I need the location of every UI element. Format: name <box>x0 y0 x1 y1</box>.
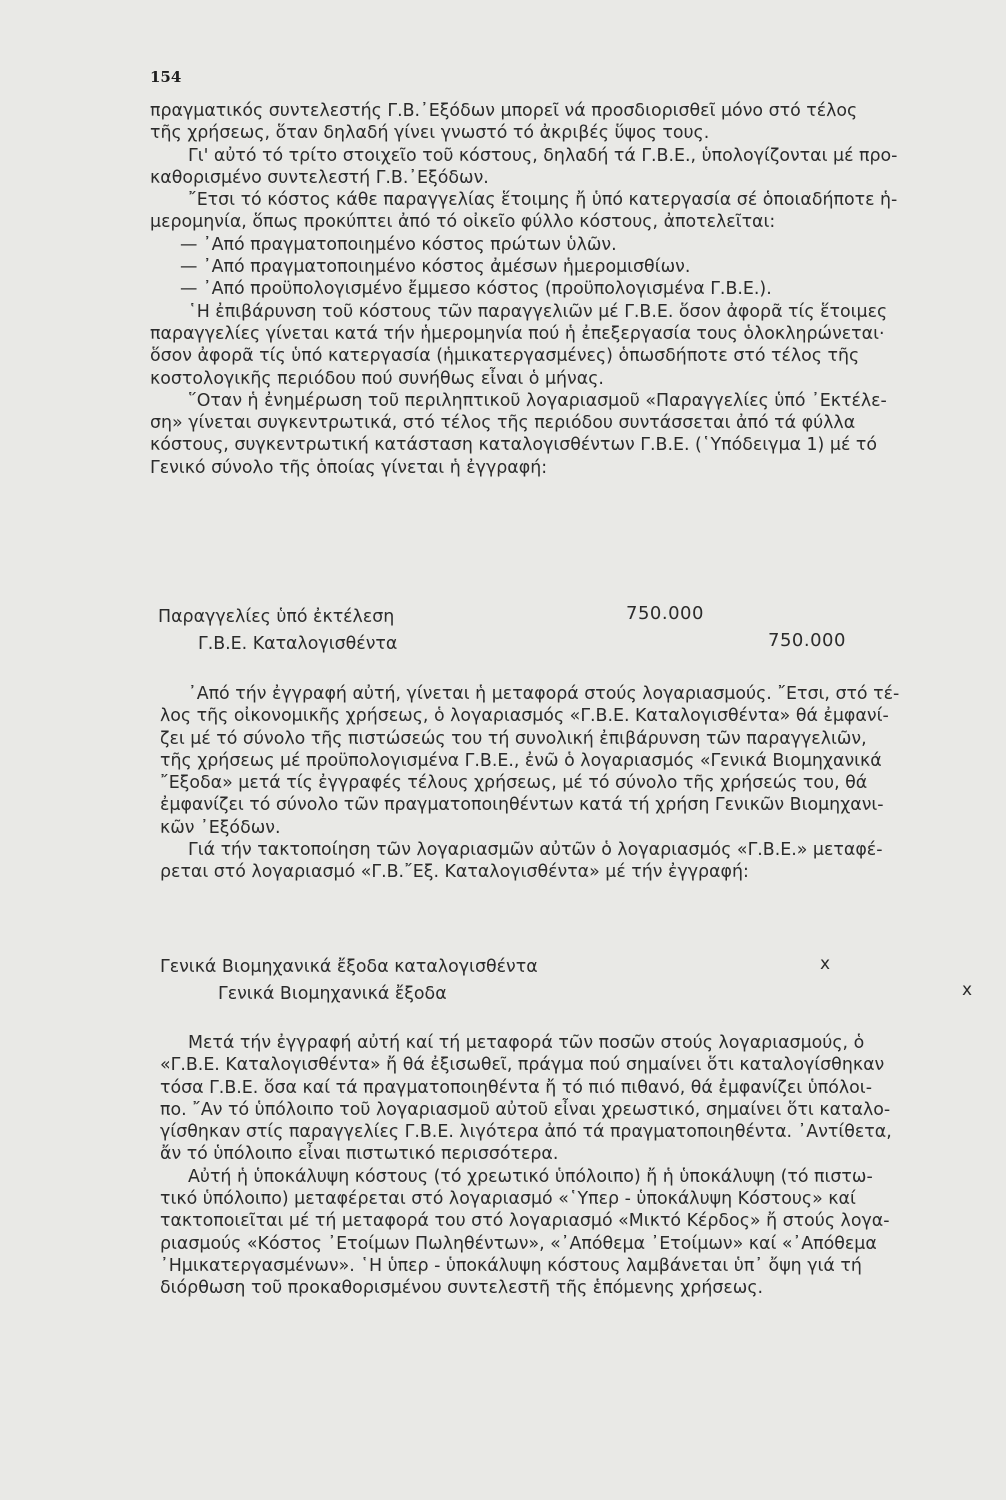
middle-body-text <box>160 683 978 884</box>
text-line: κοστολογικῆς περιόδου πού συνήθως εἶναι ὁ μήνας. <box>150 368 604 389</box>
text-line: Γι' αὐτό τό τρίτο στοιχεῖο τοῦ κόστους, δηλαδή τά Γ.Β.Ε., ὑπολογίζονται μέ προ- <box>188 145 898 166</box>
text-line: ζει μέ τό σύνολο τῆς πιστώσεώς του τή συνολική ἐπιβάρυνση τῶν παραγγελιῶν, <box>160 728 867 749</box>
text-line: γίσθηκαν στίς παραγγελίες Γ.Β.Ε. λιγότερα ἀπό τά πραγματοποιηθέντα. ᾿Αντίθετα, <box>160 1122 892 1143</box>
text-line: ῞Οταν ἡ ἐνημέρωση τοῦ περιληπτικοῦ λογαριασμοῦ «Παραγγελίες ὑπό ᾿Εκτέλε- <box>188 390 887 411</box>
list-item: — ᾿Από προϋπολογισμένο ἔμμεσο κόστος (προϋπολογισμένα Γ.Β.Ε.). <box>180 279 772 300</box>
text-line: τῆς χρήσεως μέ προϋπολογισμένα Γ.Β.Ε., ἐνῶ ὁ λογαριασμός «Γενικά Βιομηχανικά <box>160 750 882 771</box>
text-line: τακτοποιεῖται μέ τή μεταφορά του στό λογαριασμό «Μικτό Κέρδος» ἤ στούς λογα- <box>160 1211 890 1232</box>
text-line: ρεται στό λογαριασμό «Γ.Β.῎Εξ. Καταλογισθέντα» μέ τήν ἐγγραφή: <box>160 862 749 883</box>
page-number: 154 <box>150 68 182 86</box>
text-line: «Γ.Β.Ε. Καταλογισθέντα» ἤ θά ἐξισωθεῖ, πράγμα πού σημαίνει ὅτι καταλογίσθηκαν <box>160 1055 885 1076</box>
text-line: ᾿Ημικατεργασμένων». ῾Η ὑπερ - ὑποκάλυψη κόστους λαμβάνεται ὑπ᾿ ὄψη γιά τή <box>160 1255 862 1276</box>
text-line: ὅσον ἀφορᾶ τίς ὑπό κατεργασία (ἡμικατεργασμένες) ὁπωσδήποτε στό τέλος τῆς <box>150 346 860 367</box>
text-line: ση» γίνεται συγκεντρωτικά, στό τέλος τῆς περιόδου συντάσσεται ἀπό τά φύλλα <box>150 413 856 434</box>
text-line: κῶν ᾿Εξόδων. <box>160 817 281 838</box>
text-line: τικό ὑπόλοιπο) μεταφέρεται στό λογαριασμό «῾Υπερ - ὑποκάλυψη Κόστους» καί <box>160 1189 856 1210</box>
text-line: Μετά τήν ἐγγραφή αὐτή καί τή μεταφορά τῶν ποσῶν στούς λογαριασμούς, ὁ <box>188 1033 865 1053</box>
text-line: Αὐτή ἡ ὑποκάλυψη κόστους (τό χρεωτικό ὑπόλοιπο) ἤ ἡ ὑποκάλυψη (τό πιστω- <box>188 1166 873 1187</box>
text-line: ῎Ετσι τό κόστος κάθε παραγγελίας ἕτοιμης ἤ ὑπό κατεργασία σέ ὁποιαδήποτε ἡ- <box>188 190 898 211</box>
text-line: ἄν τό ὑπόλοιπο εἶναι πιστωτικό περισσότερα. <box>160 1144 559 1165</box>
text-line: ἐμφανίζει τό σύνολο τῶν πραγματοποιηθέντων κατά τή χρήση Γενικῶν Βιομηχανι- <box>160 795 884 816</box>
entry2-credit-account: Γενικά Βιομηχανικά ἔξοδα <box>218 984 447 1004</box>
text-line: καθορισμένο συντελεστή Γ.Β.᾿Εξόδων. <box>150 167 489 188</box>
text-line: Γενικό σύνολο τῆς ὁποίας γίνεται ἡ ἐγγραφή: <box>150 457 548 478</box>
text-line: διόρθωση τοῦ προκαθορισμένου συντελεστῆ τῆς ἑπόμενης χρήσεως. <box>160 1278 764 1299</box>
text-line: ᾿Από τήν ἐγγραφή αὐτή, γίνεται ἡ μεταφορά στούς λογαριασμούς. ῎Ετσι, στό τέ- <box>188 684 900 704</box>
text-line: ῾Η ἐπιβάρυνση τοῦ κόστους τῶν παραγγελιῶν μέ Γ.Β.Ε. ὅσον ἀφορᾶ τίς ἕτοιμες <box>188 301 888 322</box>
text-line: τόσα Γ.Β.Ε. ὅσα καί τά πραγματοποιηθέντα ἤ τό πιό πιθανό, θά ἐμφανίζει ὑπόλοι- <box>160 1077 872 1098</box>
entry1-credit-account: Γ.Β.Ε. Καταλογισθέντα <box>198 634 398 654</box>
text-line: μερομηνία, ὅπως προκύπτει ἀπό τό οἰκεῖο φύλλο κόστους, ἀποτελεῖται: <box>150 212 776 233</box>
text-line: λος τῆς οἰκονομικῆς χρήσεως, ὁ λογαριασμός «Γ.Β.Ε. Καταλογισθέντα» θά ἐμφανί- <box>160 706 889 727</box>
entry1-debit-account: Παραγγελίες ὑπό ἐκτέλεση <box>158 607 395 627</box>
lower-body-text <box>160 1032 978 1300</box>
text-line: πραγματικός συντελεστής Γ.Β.᾿Εξόδων μπορεῖ νά προσδιορισθεῖ μόνο στό τέλος <box>150 101 858 121</box>
entry1-credit-amount: 750.000 <box>768 630 846 651</box>
text-line: ῎Εξοδα» μετά τίς ἐγγραφές τέλους χρήσεως, μέ τό σύνολο τῆς χρήσεώς του, θά <box>160 773 868 794</box>
text-line: Γιά τήν τακτοποίηση τῶν λογαριασμῶν αὐτῶν ὁ λογαριασμός «Γ.Β.Ε.» μεταφέ- <box>188 840 883 861</box>
entry2-credit-amount: x <box>962 980 973 1000</box>
text-line: ριασμούς «Κόστος ᾿Ετοίμων Πωληθέντων», «᾿Απόθεμα ᾿Ετοίμων» καί «᾿Απόθεμα <box>160 1233 877 1254</box>
entry2-debit-account: Γενικά Βιομηχανικά ἔξοδα καταλογισθέντα <box>160 957 538 977</box>
text-line: πο. ῎Αν τό ὑπόλοιπο τοῦ λογαριασμοῦ αὐτοῦ εἶναι χρεωστικό, σημαίνει ὅτι καταλο- <box>160 1099 891 1120</box>
text-line: κόστους, συγκεντρωτική κατάσταση καταλογισθέντων Γ.Β.Ε. (῾Υπόδειγμα 1) μέ τό <box>150 435 877 456</box>
text-line: παραγγελίες γίνεται κατά τήν ἡμερομηνία πού ἡ ἐπεξεργασία τους ὁλοκληρώνεται· <box>150 323 885 344</box>
list-item: — ᾿Από πραγματοποιημένο κόστος πρώτων ὑλῶν. <box>180 234 617 255</box>
upper-body-text <box>150 100 978 479</box>
text-line: τῆς χρήσεως, ὅταν δηλαδή γίνει γνωστό τό ἀκριβές ὕψος τους. <box>150 123 710 144</box>
entry1-debit-amount: 750.000 <box>626 603 704 624</box>
list-item: — ᾿Από πραγματοποιημένο κόστος ἀμέσων ἡμερομισθίων. <box>180 257 691 278</box>
entry2-debit-amount: x <box>820 954 831 974</box>
